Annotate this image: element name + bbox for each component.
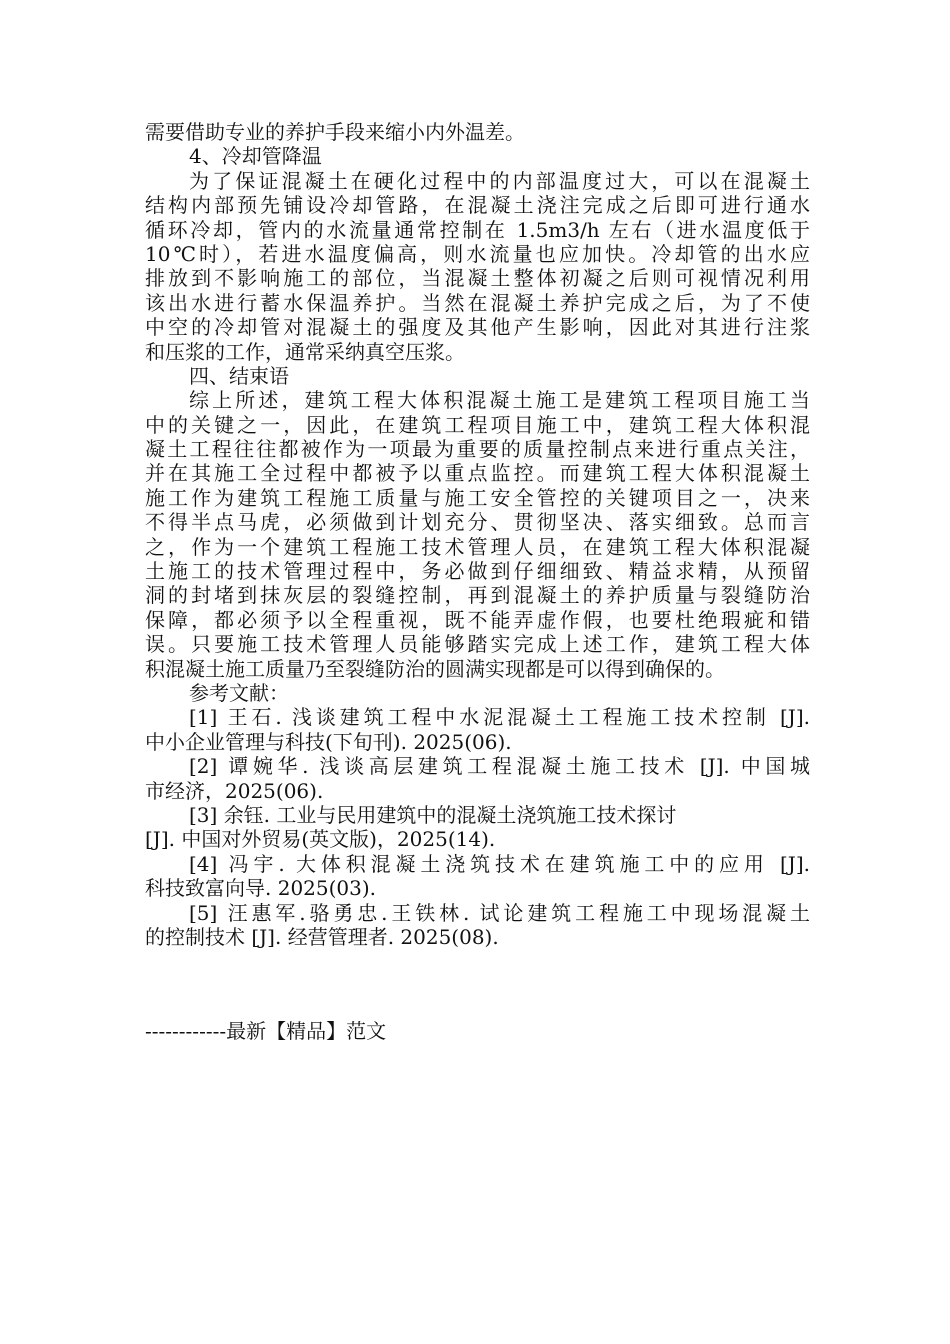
text-line: 循环冷却，管内的水流量通常控制在 1.5m3/h 左右（进水温度低于 bbox=[145, 217, 810, 242]
text-line: 中小企业管理与科技(下旬刊). 2025(06). bbox=[145, 729, 512, 754]
paragraph-conclusion bbox=[145, 388, 810, 681]
text-line: [5] 汪惠军.骆勇忠.王铁林. 试论建筑工程施工中现场混凝土 bbox=[189, 900, 810, 925]
text-line: 排放到不影响施工的部位，当混凝土整体初凝之后则可视情况利用 bbox=[145, 266, 810, 291]
paragraph-intro-tail bbox=[145, 120, 810, 144]
heading-text: 参考文献： bbox=[189, 680, 289, 705]
text-line: 保障，都必须予以全程重视，既不能弄虚作假，也要杜绝瑕疵和错 bbox=[145, 607, 810, 632]
text-line: 并在其施工全过程中都被予以重点监控。而建筑工程大体积混凝土 bbox=[145, 461, 810, 486]
text-line: [2] 谭婉华. 浅谈高层建筑工程混凝土施工技术 [J]. 中国城 bbox=[189, 754, 810, 779]
text-line: 凝土工程往往都被作为一项最为重要的质量控制点来进行重点关注， bbox=[145, 437, 810, 462]
text-line: 综上所述，建筑工程大体积混凝土施工是建筑工程项目施工当 bbox=[189, 388, 810, 413]
text-line: 积混凝土施工质量乃至裂缝防治的圆满实现都是可以得到确保的。 bbox=[145, 656, 725, 681]
heading-text: 四、结束语 bbox=[189, 363, 289, 388]
reference-item bbox=[145, 803, 810, 852]
text-line: 中空的冷却管对混凝土的强度及其他产生影响，因此对其进行注浆 bbox=[145, 315, 810, 340]
heading-text: 4、冷却管降温 bbox=[189, 144, 322, 169]
reference-item bbox=[145, 901, 810, 950]
text-line: 10℃时），若进水温度偏高，则水流量也应加快。冷却管的出水应 bbox=[145, 241, 810, 266]
text-line: 洞的封堵到抹灰层的裂缝控制，再到混凝土的养护质量与裂缝防治 bbox=[145, 583, 810, 608]
text-line: 中的关键之一，因此，在建筑工程项目施工中，建筑工程大体积混 bbox=[145, 412, 810, 437]
text-line: 施工作为建筑工程施工质量与施工安全管控的关键项目之一，决来 bbox=[145, 485, 810, 510]
reference-item bbox=[145, 852, 810, 901]
text-line: 之，作为一个建筑工程施工技术管理人员，在建筑工程大体积混凝 bbox=[145, 534, 810, 559]
text-line: 需要借助专业的养护手段来缩小内外温差。 bbox=[145, 120, 525, 144]
text-line: 和压浆的工作，通常采纳真空压浆。 bbox=[145, 339, 465, 364]
reference-item bbox=[145, 754, 810, 803]
text-line: 不得半点马虎，必须做到计划充分、贯彻坚决、落实细致。总而言 bbox=[145, 510, 810, 535]
text-line: 该出水进行蓄水保温养护。当然在混凝土养护完成之后，为了不使 bbox=[145, 290, 810, 315]
text-line: [3] 余钰. 工业与民用建筑中的混凝土浇筑施工技术探讨 bbox=[189, 802, 677, 827]
paragraph-cooling bbox=[145, 169, 810, 364]
text-line: 土施工的技术管理过程中，务必做到仔细细致、精益求精，从预留 bbox=[145, 559, 810, 584]
reference-item bbox=[145, 705, 810, 754]
section-heading-conclusion bbox=[145, 364, 810, 388]
text-line: [1] 王石. 浅谈建筑工程中水泥混凝土工程施工技术控制 [J]. bbox=[189, 705, 810, 730]
text-line: 误。只要施工技术管理人员能够踏实完成上述工作，建筑工程大体 bbox=[145, 632, 810, 657]
section-heading-references bbox=[145, 681, 810, 705]
text-line: 市经济，2025(06). bbox=[145, 778, 324, 803]
text-line: 科技致富向导. 2025(03). bbox=[145, 876, 377, 901]
text-line: [J]. 中国对外贸易(英文版)，2025(14). bbox=[145, 827, 496, 852]
text-line: 为了保证混凝土在硬化过程中的内部温度过大，可以在混凝土 bbox=[189, 168, 810, 193]
document-body bbox=[145, 120, 810, 949]
text-line: 的控制技术 [J]. 经营管理者. 2025(08). bbox=[145, 924, 499, 949]
text-line: 结构内部预先铺设冷却管路，在混凝土浇注完成之后即可进行通水 bbox=[145, 193, 810, 218]
section-heading-cooling bbox=[145, 144, 810, 168]
footer-text: ------------最新【精品】范文 bbox=[145, 1019, 387, 1043]
text-line: [4] 冯宇. 大体积混凝土浇筑技术在建筑施工中的应用 [J]. bbox=[189, 851, 810, 876]
